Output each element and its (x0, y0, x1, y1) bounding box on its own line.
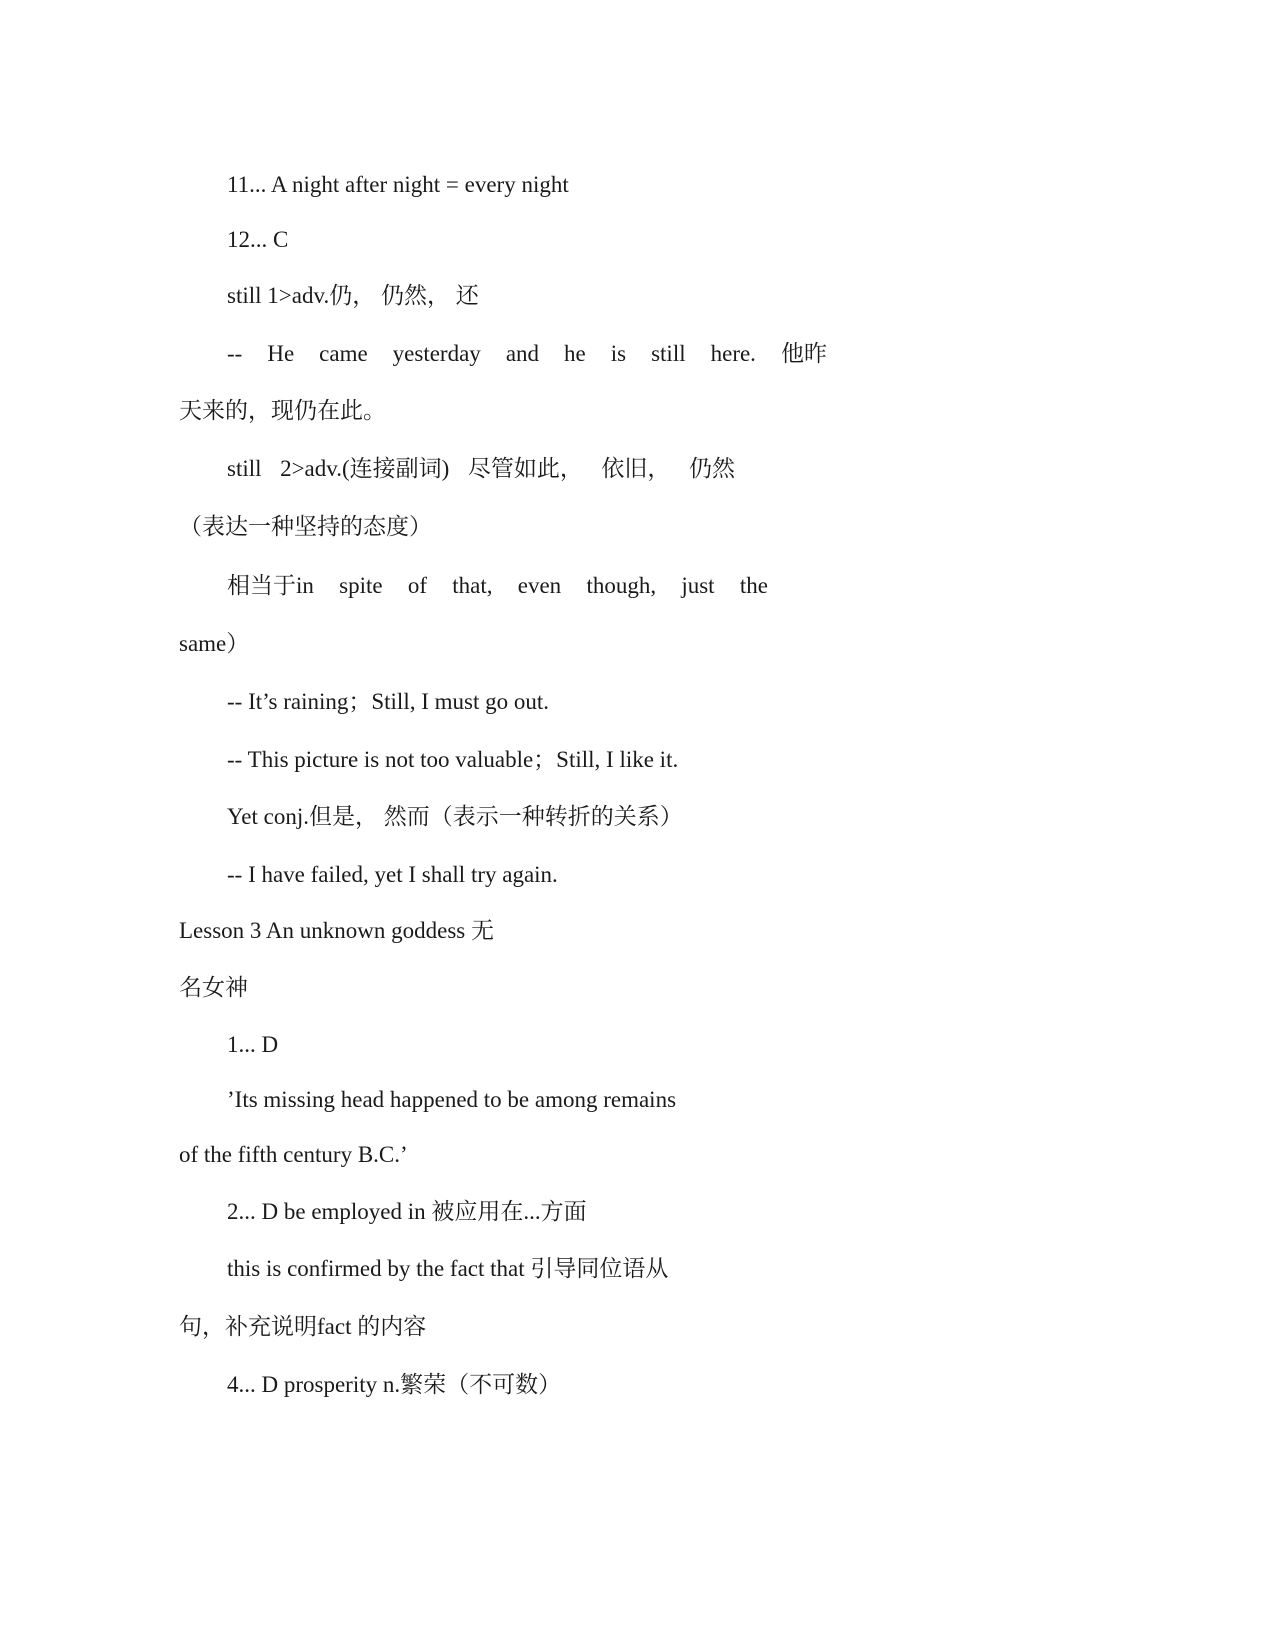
text-line-justified (227, 454, 735, 484)
text-line: 天来的，现仍在此。 (179, 398, 386, 423)
word: spite (339, 573, 383, 598)
word: 他昨 (780, 341, 827, 366)
word: yesterday (392, 341, 481, 366)
word: still (227, 456, 262, 481)
word: just (681, 573, 715, 598)
word: came (319, 341, 368, 366)
text-line: -- I have failed, yet I shall try again. (227, 862, 558, 887)
text-line-justified (227, 339, 827, 369)
text-line: 12... C (227, 227, 289, 252)
text-line: 11... A night after night = every night (227, 172, 569, 197)
word: He (267, 341, 295, 366)
text-line: ’Its missing head happened to be among remains (227, 1087, 677, 1112)
text-line: -- It’s raining；Still, I must go out. (227, 689, 549, 714)
text-line: 2... D be employed in 被应用在...方面 (227, 1199, 587, 1224)
word: that, (452, 573, 493, 598)
text-line-justified (227, 571, 768, 601)
word: though, (586, 573, 657, 598)
word: -- (227, 341, 243, 366)
text-line: 1... D (227, 1032, 279, 1057)
text-line: same） (179, 631, 250, 656)
word: 仍然 (688, 456, 735, 481)
word: 依旧， (601, 456, 671, 481)
text-line: still 1>adv.仍， 仍然， 还 (227, 283, 479, 308)
word: the (739, 573, 768, 598)
word: of (407, 573, 428, 598)
word: and (505, 341, 540, 366)
word: he (564, 341, 586, 366)
text-line: Yet conj.但是， 然而（表示一种转折的关系） (227, 804, 683, 829)
word: 2>adv.(连接副词) (280, 456, 450, 481)
text-line: （表达一种坚持的态度） (179, 514, 432, 539)
word: is (610, 341, 627, 366)
text-line: of the fifth century B.C.’ (179, 1142, 408, 1167)
section-heading-continued: 名女神 (179, 975, 248, 1000)
section-heading: Lesson 3 An unknown goddess 无 (179, 918, 494, 943)
word: 相当于in (227, 573, 314, 598)
text-line: 4... D prosperity n.繁荣（不可数） (227, 1372, 562, 1397)
text-line: -- This picture is not too valuable；Still, I like it. (227, 747, 679, 772)
word: 尽管如此， (467, 456, 583, 481)
text-line: 句，补充说明fact 的内容 (179, 1314, 427, 1339)
word: still (651, 341, 686, 366)
word: even (517, 573, 562, 598)
text-line: this is confirmed by the fact that 引导同位语从 (227, 1256, 669, 1281)
word: here. (710, 341, 756, 366)
